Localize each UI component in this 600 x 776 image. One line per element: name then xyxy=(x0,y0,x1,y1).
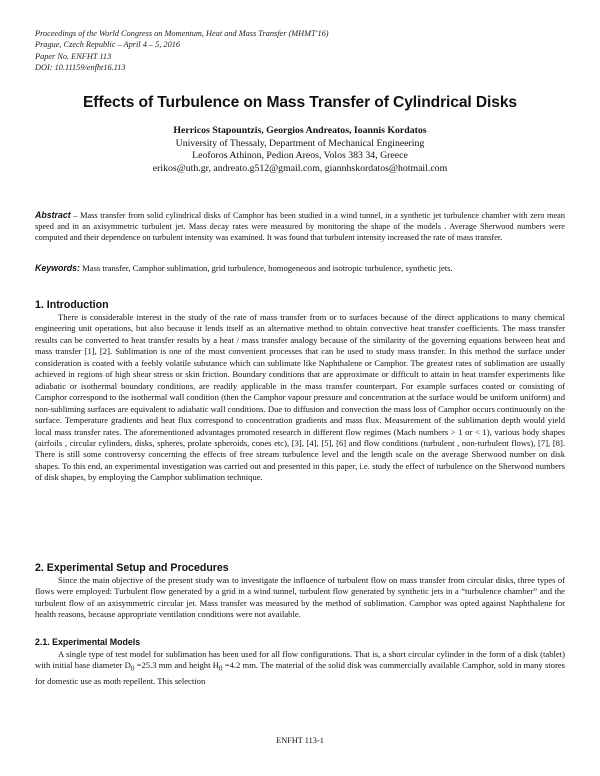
abstract xyxy=(35,210,565,244)
subsection-heading-experimental-models: 2.1. Experimental Models xyxy=(35,637,141,647)
header-line-paper-no: Paper No. ENFHT 113 xyxy=(35,51,112,61)
keywords xyxy=(35,263,575,274)
paper-title: Effects of Turbulence on Mass Transfer of Cylindrical Disks xyxy=(82,94,517,111)
abstract-text: – Mass transfer from solid cylindrical disks of Camphor has been studied in a wind tunnel, in a synthetic jet turbulence chamber with zero mean speed and in an axisymmetric turbulent jet. Mass decay rates were measured by monitoring the shape of the models . Average Sherwood numbers were computed and their dependence on turbulent intensity was examined. It was found that turbulent intensity increased the rate of mass transfer. xyxy=(35,211,565,242)
keywords-label: Keywords: xyxy=(35,263,80,273)
affiliation-address: Leoforos Athinon, Pedion Areos, Volos 383 34, Greece xyxy=(192,150,408,162)
author-block xyxy=(0,125,600,175)
experimental-models-paragraph: A single type of test model for sublimation has been used for all flow configurations. That is, a short circular cylinder in the form of a disk (tablet) with initial base diameter $D_0 =25.3$ mm and height $H_0 =4.2$ mm. The material of the solid disk was commercially available Camphor, sold in many stores for domestic use as moth repellent. This selection xyxy=(35,649,565,686)
section-heading-introduction: 1. Introduction xyxy=(35,299,109,311)
header-line-proceedings: Proceedings of the World Congress on Momentum, Heat and Mass Transfer (MHMT'16) xyxy=(35,29,329,38)
abstract-label: Abstract xyxy=(35,210,71,220)
author-names: Herricos Stapountzis, Georgios Andreatos, Ioannis Kordatos xyxy=(173,125,427,136)
section-heading-experimental-setup: 2. Experimental Setup and Procedures xyxy=(35,562,229,574)
author-emails: erikos@uth.gr, andreato.g512@gmail.com, giannhskordatos@hotmail.com xyxy=(152,162,448,174)
keywords-text: Mass transfer, Camphor sublimation, grid turbulence, homogeneous and isotropic turbulence, synthetic jets. xyxy=(79,263,453,273)
header-line-location: Prague, Czech Republic – April 4 – 5, 2016 xyxy=(35,40,181,50)
experimental-setup-paragraph: Since the main objective of the present study was to investigate the influence of turbulent flow on mass transfer from circular disks, three types of flows were employed: Turbulent flow generated by a grid in a wind tunnel, turbulent flow generated by synthetic jets in a “turbulence chamber” and the turbulent flow of an axisymmetric circular jet. Mass transfer was measured by the method of sublimation. Camphor was opted against Naphthalene for health reasons, because appropriate ventilation conditions were not available. xyxy=(35,575,565,620)
affiliation-department: University of Thessaly, Department of Mechanical Engineering xyxy=(175,137,425,149)
page-footer: ENFHT 113-1 xyxy=(276,736,324,745)
proceedings-header xyxy=(35,28,515,74)
header-line-doi: DOI: 10.11159/enfht16.113 xyxy=(35,63,126,73)
introduction-paragraph: There is considerable interest in the study of the rate of mass transfer from or to surfaces because of the direct applications to many chemical engineering unit operations, but also because it lends itself as an alternative method to obtain convective heat transfer coefficients. The mass transfer results can be converted to heat transfer results by a heat / mass transfer analogy because of the similarity of the governing equations between heat and mass transfer [1], [2]. Sublimation is one of the most convenient processes that can be used to study mass transfer. In this method the surface under consideration is coated with a feebly volatile substance which can sublimate like Naphthalene or Camphor. The greatest rates of sublimation are usually achieved in regions of high shear stress or skin friction. Boundary conditions that are approximate or difficult to attain in heat transfer experiments like adiabatic or isothermal boundary conditions, are readily applicable in the mass transfer counterpart. For example surfaces coated or consisting of Camphor correspond to the isothermal wall condition (then the Camphor vapour pressure and concentration at the surface would be uniform uniform) and non-subliming surfaces are equivalent to adiabatic wall conditions. Due to diffusion and convection the mass loss of Camphor occurs continuously on the surface. Temperature gradients and heat flux correspond to concentration gradients and mass flux. Measurement of the sublimation depth would yield local mass transfer rates. The aforementioned advantages promoted research in different flow regimes (Mach numbers > 1 or < 1), various body shapes (airfoils , circular cylinders, disks, spheres, prolate spheroids, cones etc), [3], [4], [5], [6] and flow conditions (turbulent , non-turbulent flows), [7], [8]. There is still some controversy concerning the effects of free stream turbulence level and the length scale on the average Sherwood number on disk shapes. To this end, an experimental investigation was carried out and presented in this paper, i.e. study the effect of turbulence on the Sherwood numbers of disk shapes, by employing the Camphor sublimation technique. xyxy=(35,312,565,483)
